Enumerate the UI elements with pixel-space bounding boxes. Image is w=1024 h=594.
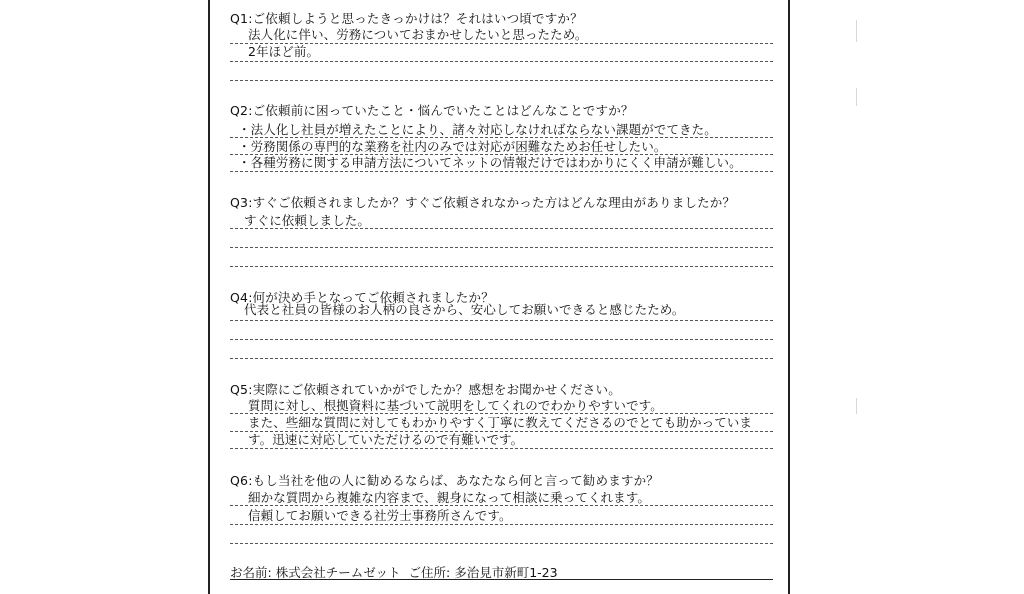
- answer-2-line-2: ・労務関係の専門的な業務を社内のみでは対応が困難なためお任せしたい。: [238, 139, 667, 154]
- question-6: Q6:もし当社を他の人に勧めるならば、あなたなら何と言って勧めますか？: [230, 473, 660, 488]
- answer-rule: [230, 339, 773, 340]
- answer-5-line-3: す。迅速に対応していただけるので有難いです。: [248, 432, 524, 447]
- answer-6-line-1: 細かな質問から複雑な内容まで、親身になって相談に乗ってくれます。: [248, 490, 650, 505]
- answer-rule: [230, 448, 773, 449]
- answer-rule: [230, 358, 773, 359]
- name-value: 株式会社チームゼット: [275, 565, 401, 580]
- question-1: Q1:ご依頼しようと思ったきっかけは？それはいつ頃ですか？: [230, 11, 583, 26]
- answer-5-line-1: 質問に対し、根拠資料に基づいて説明をしてくれのでわかりやすいです。: [248, 398, 663, 413]
- answer-2-line-3: ・各種労務に関する申請方法についてネットの情報だけではわかりにくく申請が難しい。: [238, 155, 742, 170]
- question-4: Q4:何が決め手となってご依頼されましたか？: [230, 290, 494, 305]
- answer-3-line-1: すぐに依頼しました。: [244, 213, 371, 228]
- answer-4-line-1: 代表と社員の皆様のお人柄の良さから、安心してお願いできると感じたため。: [244, 302, 685, 317]
- scan-margin-mark: [856, 398, 857, 414]
- question-3: Q3:すぐご依頼されましたか？すぐご依頼されなかった方はどんな理由がありましたか？: [230, 195, 736, 210]
- answer-rule: [230, 413, 773, 414]
- answer-1-line-2: 2年ほど前。: [248, 44, 320, 59]
- answer-6-line-2: 信頼してお願いできる社労士事務所さんです。: [248, 508, 512, 523]
- answer-rule: [230, 61, 773, 62]
- answer-2-line-1: ・法人化し社員が増えたことにより、諸々対応しなければならない課題がでてきた。: [238, 122, 717, 137]
- question-5: Q5:実際にご依頼されていかがでしたか？感想をお聞かせください。: [230, 382, 621, 397]
- name-label: お名前:: [230, 565, 272, 580]
- answer-rule: [230, 80, 773, 81]
- scan-margin-mark: [856, 20, 857, 42]
- answer-rule: [230, 137, 773, 138]
- answer-rule: [230, 320, 773, 321]
- footer-rule: [230, 579, 773, 580]
- answer-rule: [230, 543, 773, 544]
- answer-rule: [230, 171, 773, 172]
- scan-margin-mark: [856, 88, 857, 106]
- answer-rule: [230, 247, 773, 248]
- answer-rule: [230, 505, 773, 506]
- answer-rule: [230, 228, 773, 229]
- answer-rule: [230, 266, 773, 267]
- answer-1-line-1: 法人化に伴い、労務についておまかせしたいと思ったため。: [248, 27, 588, 42]
- question-2: Q2:ご依頼前に困っていたこと・悩んでいたことはどんなことですか？: [230, 103, 634, 118]
- answer-rule: [230, 524, 773, 525]
- address-value: 多治見市新町1-23: [454, 565, 558, 580]
- address-label: ご住所:: [408, 565, 451, 580]
- answer-5-line-2: また、些細な質問に対してもわかりやすく丁寧に教えてくださるのでとても助かっていま: [248, 415, 753, 430]
